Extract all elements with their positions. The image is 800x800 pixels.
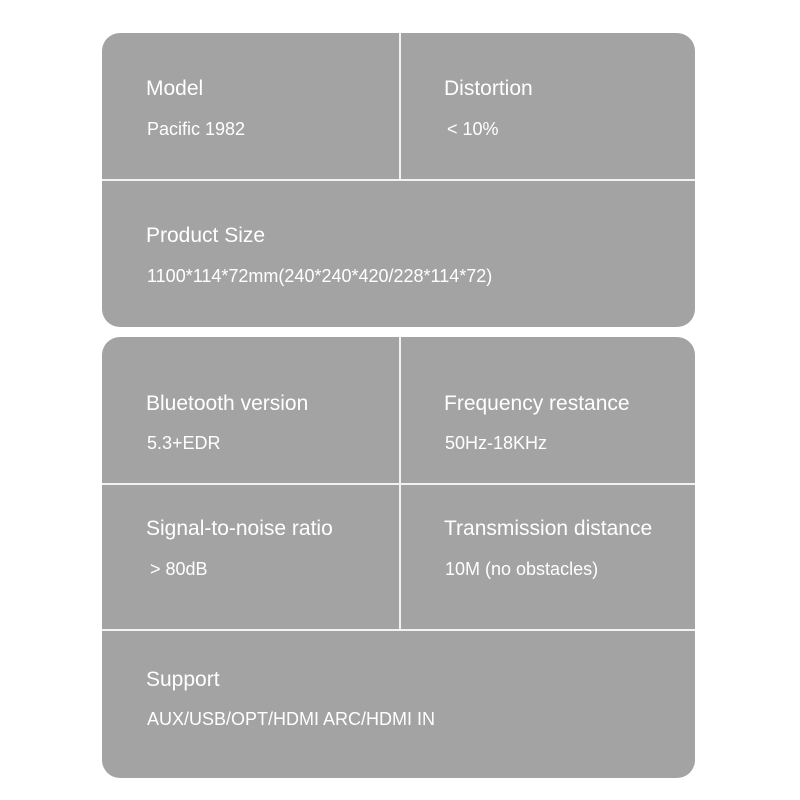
spec-value-bluetooth: 5.3+EDR — [147, 433, 221, 453]
spec-label-snr: Signal-to-noise ratio — [146, 517, 333, 540]
spec-label-product-size: Product Size — [146, 224, 266, 247]
divider-horizontal — [102, 179, 695, 181]
spec-label-support: Support — [146, 668, 220, 691]
spec-value-frequency: 50Hz-18KHz — [445, 433, 548, 453]
spec-value-product-size: 1100*114*72mm(240*240*420/228*114*72) — [147, 266, 493, 286]
spec-panel-bottom — [102, 337, 695, 778]
spec-value-distortion: < 10% — [447, 119, 499, 139]
spec-value-support: AUX/USB/OPT/HDMI ARC/HDMI IN — [147, 709, 436, 729]
spec-value-transmission: 10M (no obstacles) — [445, 559, 599, 579]
spec-value-model: Pacific 1982 — [147, 119, 246, 139]
spec-label-distortion: Distortion — [444, 77, 533, 100]
spec-label-transmission: Transmission distance — [444, 517, 653, 540]
divider-vertical — [399, 33, 401, 179]
spec-panel-top — [102, 33, 695, 327]
divider-horizontal — [102, 629, 695, 631]
spec-label-bluetooth: Bluetooth version — [146, 392, 309, 415]
spec-value-snr: > 80dB — [150, 559, 208, 579]
spec-label-model: Model — [146, 77, 204, 100]
spec-label-frequency: Frequency restance — [444, 392, 630, 415]
divider-horizontal — [102, 483, 695, 485]
